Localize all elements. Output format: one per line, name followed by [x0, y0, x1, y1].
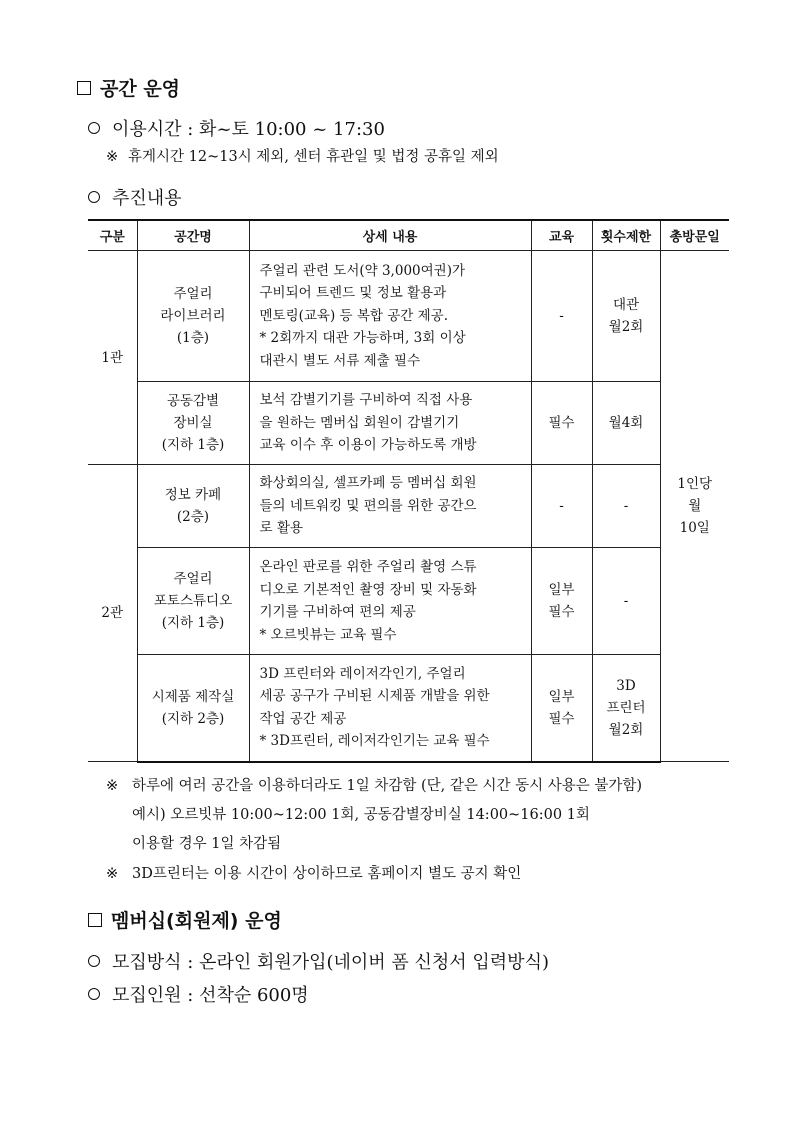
method-text: 모집방식 : 온라인 회원가입(네이버 폼 신청서 입력방식) [112, 952, 549, 973]
quota-item [88, 981, 309, 1007]
table-row [88, 465, 729, 548]
reference-mark: ※ [106, 778, 119, 794]
hours-item [88, 115, 385, 141]
note-line: 3D프린터는 이용 시간이 상이하므로 홈페이지 별도 공지 확인 [132, 866, 522, 882]
hours-text: 이용시간 : 화~토 10:00 ~ 17:30 [112, 119, 385, 140]
education-cell: 필수 [531, 382, 592, 465]
total-visit-cell: 1인당 월 10일 [660, 251, 729, 762]
quota-text: 모집인원 : 선착순 600명 [112, 985, 309, 1006]
hours-note [106, 142, 499, 172]
section-title-text: 공간 운영 [100, 78, 181, 100]
detail-cell: 온라인 판로를 위한 주얼리 촬영 스튜 디오로 기본적인 촬영 장비 및 자동화 기기를 구비하여 편의 제공 * 오르빗뷰는 교육 필수 [249, 548, 531, 655]
checkbox-icon [77, 81, 91, 95]
header-limit: 횟수제한 [592, 220, 660, 251]
header-education: 교육 [531, 220, 592, 251]
header-detail: 상세 내용 [249, 220, 531, 251]
content-item [88, 184, 182, 210]
space-name-cell: 주얼리 라이브러리 (1층) [137, 251, 249, 382]
checkbox-icon [88, 913, 102, 927]
education-cell: - [531, 465, 592, 548]
education-cell: 일부 필수 [531, 655, 592, 762]
limit-cell: - [592, 548, 660, 655]
note-line: 이용할 경우 1일 차감됨 [132, 836, 282, 852]
note-3d-printer [106, 860, 521, 889]
detail-cell: 보석 감별기기를 구비하여 직접 사용 을 원하는 멤버십 회원이 감별기기 교육 이수 후 이용이 가능하도록 개방 [249, 382, 531, 465]
limit-cell: 3D 프린터 월2회 [592, 655, 660, 762]
detail-cell: 화상회의실, 셀프카페 등 멤버십 회원 들의 네트워킹 및 편의를 위한 공간으 로 활용 [249, 465, 531, 548]
table-row [88, 655, 729, 762]
note-usage [106, 772, 736, 859]
reference-mark: ※ [106, 149, 119, 165]
content-label: 추진내용 [112, 188, 182, 209]
space-name-cell: 주얼리 포토스튜디오 (지하 1층) [137, 548, 249, 655]
header-total-visit: 총방문일 [660, 220, 729, 251]
limit-cell: - [592, 465, 660, 548]
table-row [88, 382, 729, 465]
space-table [88, 219, 729, 763]
education-cell: 일부 필수 [531, 548, 592, 655]
section-title-text: 멤버십(회원제) 운영 [111, 910, 282, 932]
table-row [88, 548, 729, 655]
circle-bullet-icon [88, 955, 100, 967]
limit-cell: 월4회 [592, 382, 660, 465]
section-title-space [77, 74, 180, 101]
note-line: 하루에 여러 공간을 이용하더라도 1일 차감함 (단, 같은 시간 동시 사용은 불가함) [132, 778, 643, 794]
method-item [88, 948, 549, 974]
note-line: 예시) 오르빗뷰 10:00~12:00 1회, 공동감별장비실 14:00~16:00 1회 [132, 807, 590, 823]
circle-bullet-icon [88, 122, 100, 134]
space-name-cell: 정보 카페 (2층) [137, 465, 249, 548]
circle-bullet-icon [88, 988, 100, 1000]
education-cell: - [531, 251, 592, 382]
detail-cell: 주얼리 관련 도서(약 3,000여권)가 구비되어 트렌드 및 정보 활용과 멘토링(교육) 등 복합 공간 제공. * 2회까지 대관 가능하며, 3회 이상 대관시 별도 서류 제출 필수 [249, 251, 531, 382]
reference-mark: ※ [106, 866, 119, 882]
hours-note-text: 휴게시간 12~13시 제외, 센터 휴관일 및 법정 공휴일 제외 [128, 149, 499, 165]
space-name-cell: 시제품 제작실 (지하 2층) [137, 655, 249, 762]
building-cell: 1관 [88, 251, 137, 465]
table-header-row [88, 220, 729, 251]
space-name-cell: 공동감별 장비실 (지하 1층) [137, 382, 249, 465]
detail-cell: 3D 프린터와 레이저각인기, 주얼리 세공 공구가 구비된 시제품 개발을 위한 작업 공간 제공 * 3D프린터, 레이저각인기는 교육 필수 [249, 655, 531, 762]
limit-cell: 대관 월2회 [592, 251, 660, 382]
header-space-name: 공간명 [137, 220, 249, 251]
section-title-membership [88, 906, 282, 933]
circle-bullet-icon [88, 191, 100, 203]
table-row [88, 251, 729, 382]
header-category: 구분 [88, 220, 137, 251]
building-cell: 2관 [88, 465, 137, 762]
